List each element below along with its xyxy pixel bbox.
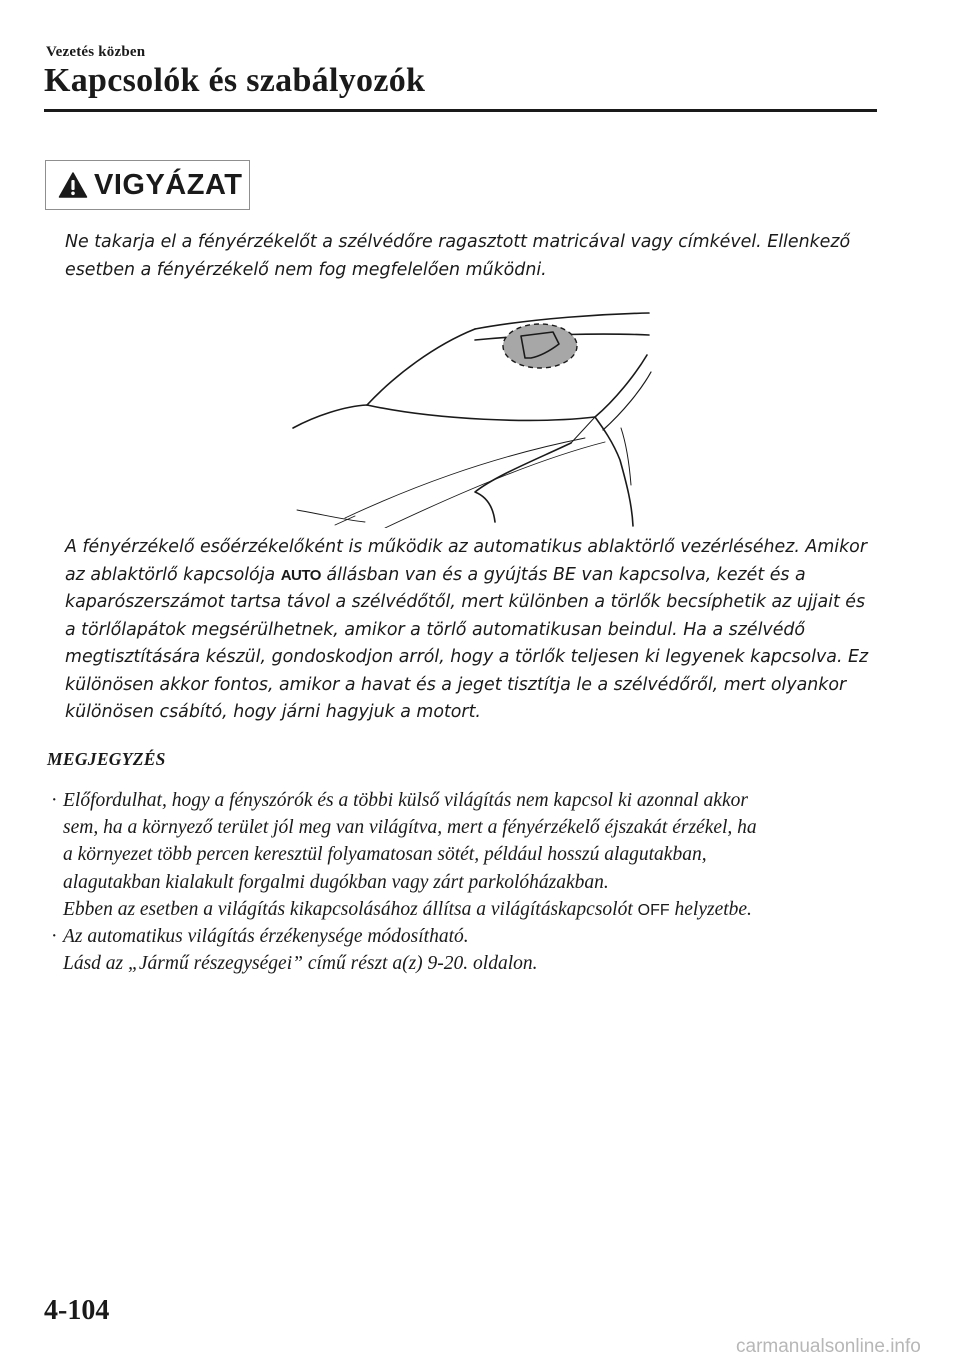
- note-text-line: a környezet több percen keresztül folyamatosan sötét, például hosszú alagutakban,: [63, 844, 707, 866]
- bullet-dot: ·: [51, 926, 58, 947]
- note-item: [47, 787, 887, 924]
- caution-text-line: [65, 562, 887, 590]
- caution-text-line: különösen akkor fontos, amikor a havat és a jeget tisztítja le a szélvédőről, mert olyankor: [65, 674, 847, 695]
- title-rule: [44, 109, 877, 112]
- caution-text-segment: állásban van és a gyújtás BE van kapcsolva, kezét és a: [326, 564, 806, 585]
- auto-switch-label: AUTO: [280, 566, 321, 584]
- off-switch-label: OFF: [637, 901, 670, 919]
- page-number: 4-104: [44, 1295, 110, 1326]
- caution-text-line: megtisztítására készül, gondoskodjon arról, hogy a törlők teljesen ki legyenek kapcsolva. Ez: [65, 647, 869, 667]
- caution-item: [47, 229, 887, 284]
- caution-text-segment: az ablaktörlő kapcsolója: [65, 564, 276, 585]
- watermark: carmanualsonline.info: [736, 1336, 921, 1357]
- note-text-segment: Ebben az esetben a világítás kikapcsolásához állítsa a világításkapcsolót: [63, 898, 633, 920]
- note-text-line: Az automatikus világítás érzékenysége módosítható.: [63, 926, 469, 947]
- windshield-sensor-illustration: [285, 300, 665, 528]
- section-kicker: Vezetés közben: [46, 44, 146, 60]
- note-text-line: sem, ha a környező terület jól meg van világítva, mert a fényérzékelő éjszakát érzékel, ha: [63, 817, 757, 839]
- sensor-highlight: [503, 324, 577, 368]
- bullet-dot: ·: [51, 790, 58, 811]
- note-text-line: [63, 896, 887, 924]
- caution-text-line: Ne takarja el a fényérzékelőt a szélvédőre ragasztott matricával vagy címkével. Ellenkező: [65, 232, 851, 252]
- caution-text-line: A fényérzékelő esőérzékelőként is működik az automatikus ablaktörlő vezérléséhez. Amikor: [65, 537, 867, 557]
- note-text-segment: helyzetbe.: [674, 898, 752, 920]
- note-item: [47, 923, 887, 977]
- page-title: Kapcsolók és szabályozók: [44, 62, 426, 99]
- caution-item: [47, 534, 887, 727]
- note-text-line: Előfordulhat, hogy a fényszórók és a többi külső világítás nem kapcsol ki azonnal akkor: [63, 790, 748, 811]
- caution-text-line: esetben a fényérzékelő nem fog megfelelően működni.: [65, 259, 547, 280]
- caution-text-line: különösen csábító, hogy járni hagyjuk a motort.: [65, 702, 481, 722]
- caution-text-line: a törlőlapátok megsérülhetnek, amikor a törlő automatikusan beindul. Ha a szélvédő: [65, 619, 806, 640]
- caution-box: [45, 160, 250, 210]
- warning-triangle-icon: [58, 171, 88, 199]
- note-heading: MEGJEGYZÉS: [47, 749, 166, 769]
- note-text-line: alagutakban kialakult forgalmi dugókban vagy zárt parkolóházakban.: [63, 871, 609, 893]
- caution-label: VIGYÁZAT: [94, 168, 243, 201]
- caution-text-line: kaparószerszámot tartsa távol a szélvédőtől, mert különben a törlők becsíphetik az ujjait és: [65, 592, 866, 612]
- note-text-line: Lásd az „Jármű részegységei” című részt a(z) 9-20. oldalon.: [63, 953, 538, 975]
